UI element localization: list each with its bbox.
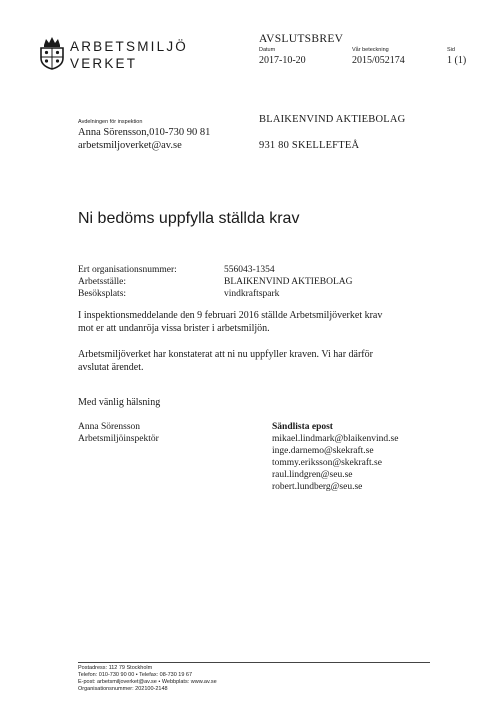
footer-org-number: Organisationsnummer: 202100-2148: [78, 686, 168, 692]
paragraph-2-line-2: avslutat ärendet.: [78, 362, 144, 373]
info-label-workplace: Arbetsställe:: [78, 277, 127, 287]
footer-phone-fax: Telefon: 010-730 90 00 • Telefax: 08-730 19 67: [78, 672, 193, 678]
signatory-name: Anna Sörensson: [78, 422, 141, 432]
document-date: 2017-10-20: [259, 55, 306, 66]
sender-contact: Anna Sörensson,010-730 90 81: [78, 127, 211, 138]
crowned-coat-of-arms-icon: [38, 36, 66, 70]
info-label-org-number: Ert organisationsnummer:: [78, 265, 177, 275]
reference-number: 2015/052174: [352, 55, 405, 66]
department-label: Avdelningen för inspektion: [78, 119, 143, 125]
distribution-email: raul.lindgren@seu.se: [272, 470, 353, 480]
page-label: Sid: [447, 47, 455, 53]
recipient-name: BLAIKENVIND AKTIEBOLAG: [259, 114, 406, 125]
paragraph-1-line-1: I inspektionsmeddelande den 9 februari 2016 ställde Arbetsmiljöverket krav: [78, 310, 383, 321]
closing-greeting: Med vänlig hälsning: [78, 397, 161, 408]
info-value-org-number: 556043-1354: [224, 265, 275, 275]
date-label: Datum: [259, 47, 276, 53]
info-label-visit-site: Besöksplats:: [78, 289, 127, 299]
logo-text-line1: ARBETSMILJÖ: [70, 39, 188, 54]
sender-email: arbetsmiljoverket@av.se: [78, 140, 182, 151]
distribution-list-title: Sändlista epost: [272, 422, 333, 432]
footer-postal-address: Postadress: 112 79 Stockholm: [78, 665, 153, 671]
page-number: 1 (1): [447, 55, 467, 66]
signatory-title: Arbetsmiljöinspektör: [78, 434, 159, 444]
distribution-email: tommy.eriksson@skekraft.se: [272, 458, 382, 468]
paragraph-2-line-1: Arbetsmiljöverket har konstaterat att ni nu uppfyller kraven. Vi har därför: [78, 349, 373, 360]
footer-email-website: E-post: arbetsmiljoverket@av.se • Webbplats: www.av.se: [78, 679, 217, 685]
distribution-email: mikael.lindmark@blaikenvind.se: [272, 434, 399, 444]
logo-text-line2: VERKET: [70, 56, 138, 71]
letter-heading: Ni bedöms uppfylla ställda krav: [78, 210, 300, 227]
distribution-email: robert.lundberg@seu.se: [272, 482, 363, 492]
document-type: AVSLUTSBREV: [259, 33, 344, 45]
distribution-email: inge.darnemo@skekraft.se: [272, 446, 374, 456]
footer-divider: [78, 662, 430, 663]
paragraph-1-line-2: mot er att undanröja vissa brister i arbetsmiljön.: [78, 323, 270, 334]
info-value-workplace: BLAIKENVIND AKTIEBOLAG: [224, 277, 353, 287]
reference-label: Vår beteckning: [352, 47, 389, 53]
recipient-postal-address: 931 80 SKELLEFTEÅ: [259, 140, 360, 151]
info-value-visit-site: vindkraftspark: [224, 289, 280, 299]
